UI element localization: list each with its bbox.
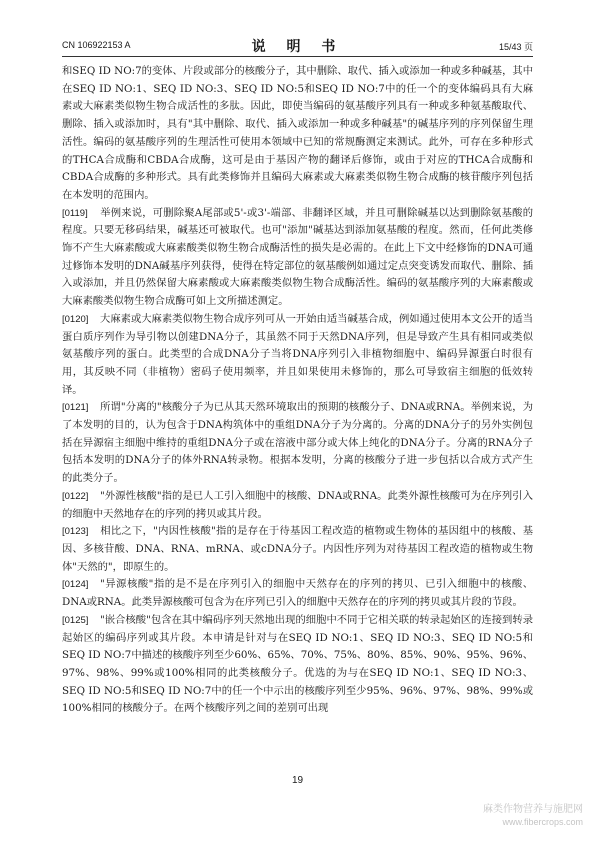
header-rule: [62, 56, 533, 57]
paragraph-0120: [62, 311, 533, 400]
paragraph-continuation: [62, 63, 533, 205]
paragraph-0122: [62, 488, 533, 523]
paragraph-number: [0122]: [62, 490, 89, 502]
paragraph-text: 大麻素或大麻素类似物生物合成序列可从一开始由适当碱基合成，例如通过使用本文公开的适当蛋白质序列作为导引物以创建DNA分子，其虽然不同于天然DNA序列，但是导致产生具有相同或类似氨基酸序列的蛋白。此类型的合成DNA分子当将DNA序列引入非植物细胞中、编码异源蛋白时很有用，其反映不同（非植物）密码子使用频率，并且如果使用未修饰的，那么可导致宿主细胞的低效转译。: [62, 312, 533, 396]
paragraph-0125: [62, 612, 533, 718]
paragraph-number: [0125]: [62, 614, 89, 626]
document-title: 说 明 书: [251, 39, 344, 55]
paragraph-0119: [62, 205, 533, 311]
watermark-url: www.fibercrops.com: [502, 817, 583, 827]
paragraph-text: 和SEQ ID NO:7的变体、片段或部分的核酸分子，其中删除、取代、插入或添加一种或多种碱基，其中在SEQ ID NO:1、SEQ ID NO:3、SEQ ID NO:5和SEQ ID NO:7中的任一个的变体编码具有大麻素或大麻素类似物生物合成活性的多肽。因此，即使当编码的氨基酸序列具有一种或多种氨基酸取代、删除、插入或添加时，具有"其中删除、取代、插入或添加一种或多种碱基"的碱基序列的序列保留生理活性。编码的氨基酸序列的生理活性可使用本领域中已知的常规酶测定来测试。此外，可存在多种形式的THCA合成酶和CBDA合成酶，这可是由于基因产物的翻译后修饰，或由于对应的THCA合成酶和CBDA合成酶的多种形式。具有此类修饰并且编码大麻素或大麻素类似物生物合成酶的核苷酸序列包括在本发明的范围内。: [62, 65, 533, 201]
site-watermark: [483, 804, 583, 828]
paragraph-0124: [62, 576, 533, 611]
paragraph-number: [0123]: [62, 526, 89, 538]
page-reference: 15/43 页: [498, 42, 533, 52]
paragraph-number: [0120]: [62, 313, 89, 325]
paragraph-text: "嵌合核酸"包含在其中编码序列天然地出现的细胞中不同于它相关联的转录起始区的连接到转录起始区的编码序列或其片段。本申请是针对与在SEQ ID NO:1、SEQ ID NO:3、SEQ ID NO:5和SEQ ID NO:7中描述的核酸序列至少60%、65%、70%、75%、80%、85%、90%、95%、96%、97%、98%、99%或100%相同的此类核酸分子。优选的为与在SEQ ID NO:1、SEQ ID NO:3、SEQ ID NO:5和SEQ ID NO:7中的任一个中示出的核酸序列至少95%、96%、97%、98%、99%或100%相同的核酸分子。在两个核酸序列之间的差别可出现: [62, 613, 533, 715]
paragraph-0123: [62, 523, 533, 576]
description-body: [62, 63, 533, 718]
paragraph-text: 举例来说，可删除聚A尾部或5'-或3'-端部、非翻译区域，并且可删除碱基以达到删除氨基酸的程度。只要无移码结果，碱基还可被取代。也可"添加"碱基达到添加氨基酸的程度。然而，任何此类修饰不产生大麻素酸或大麻素酸类似物生物合成酶活性的损失是必需的。在此上下文中经修饰的DNA可通过修饰本发明的DNA碱基序列获得，使得在特定部位的氨基酸例如通过定点突变诱发而取代、删除、插入或添加，并且仍然保留大麻素酸或大麻素酸类似物生物合成酶活性。编码的氨基酸序列的大麻素酸或大麻素酸类似物生物合成酶可如上文所描述测定。: [62, 206, 533, 308]
paragraph-0121: [62, 399, 533, 488]
page-header: [62, 36, 533, 54]
patent-number: CN 106922153 A: [62, 40, 131, 50]
paragraph-number: [0124]: [62, 579, 89, 591]
page-number: 19: [291, 775, 304, 786]
paragraph-text: "外源性核酸"指的是已人工引入细胞中的核酸、DNA或RNA。此类外源性核酸可为在序列引入的细胞中天然地存在的序列的拷贝或其片段。: [62, 489, 533, 520]
paragraph-number: [0119]: [62, 207, 88, 219]
paragraph-text: "异源核酸"指的是不是在序列引入的细胞中天然存在的序列的拷贝、已引入细胞中的核酸、DNA或RNA。此类异源核酸可包含为在序列已引入的细胞中天然存在的序列的拷贝或其片段的节段。: [62, 578, 533, 609]
paragraph-number: [0121]: [62, 402, 89, 414]
watermark-site-name: 麻类作物营养与施肥网: [483, 804, 583, 815]
paragraph-text: 所谓"分离的"核酸分子为已从其天然环境取出的预期的核酸分子、DNA或RNA。举例来说，为了本发明的目的，认为包含于DNA构筑体中的重组DNA分子为分离的。分离的DNA分子的另外实例包括在异源宿主细胞中维持的重组DNA分子或在溶液中部分或大体上纯化的DNA分子。分离的RNA分子包括本发明的DNA分子的体外RNA转录物。根据本发明，分离的核酸分子进一步包括以合成方式产生的此类分子。: [62, 401, 533, 485]
paragraph-text: 相比之下，"内因性核酸"指的是存在于待基因工程改造的植物或生物体的基因组中的核酸、基因、多核苷酸、DNA、RNA、mRNA、或cDNA分子。内因性序列为对待基因工程改造的植物或生物体"天然的"，即原生的。: [62, 525, 533, 573]
